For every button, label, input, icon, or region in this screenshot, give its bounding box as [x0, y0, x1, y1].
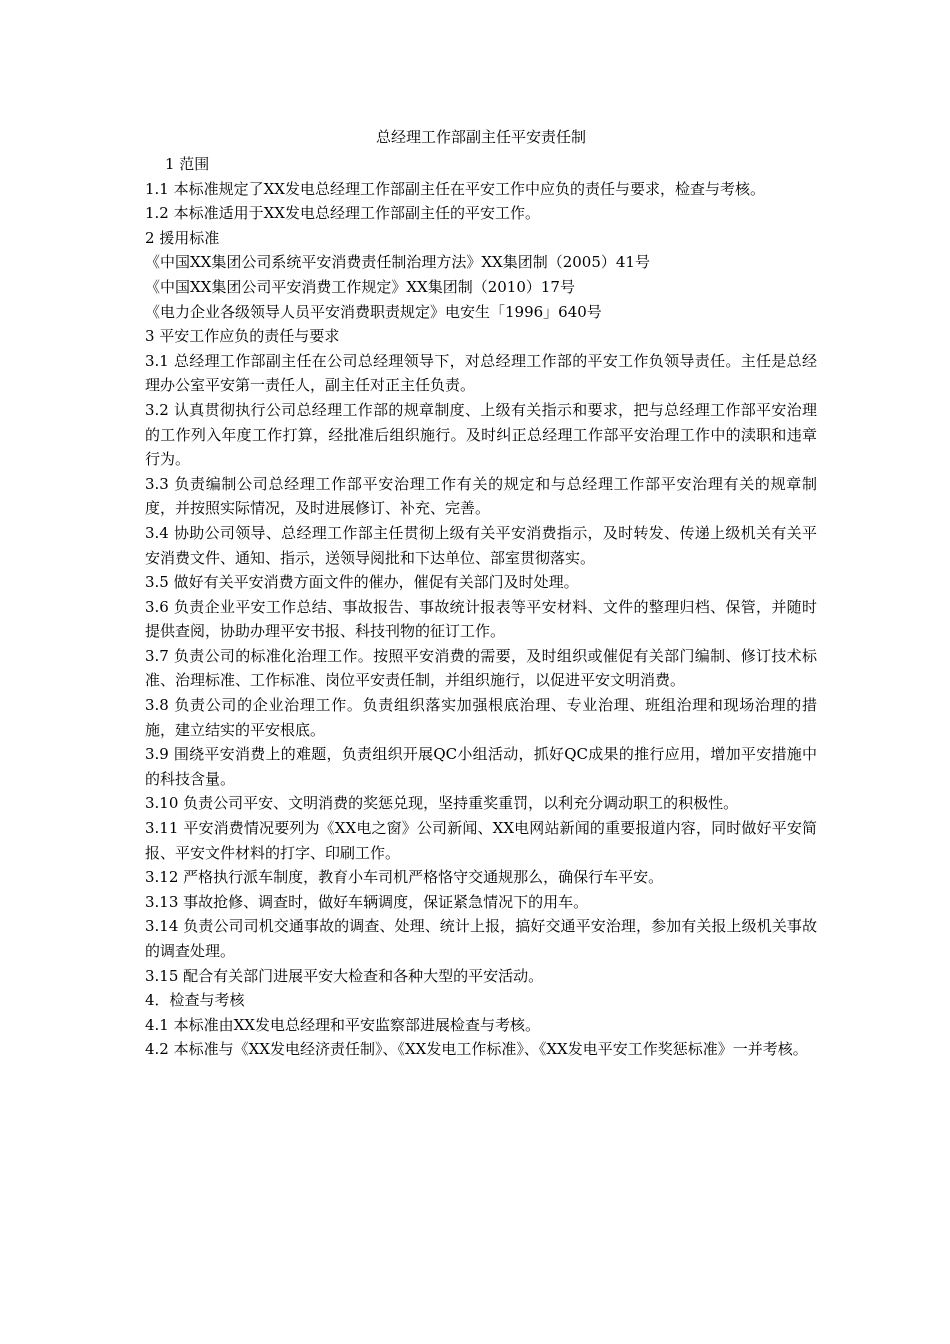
paragraph-3-5: 3.5 做好有关平安消费方面文件的催办，催促有关部门及时处理。: [145, 573, 579, 592]
document-page: [145, 122, 817, 1062]
paragraph-3-6: 3.6 负责企业平安工作总结、事故报告、事故统计报表等平安材料、文件的整理归档、保管，并随时提供查阅，协助办理平安书报、科技刊物的征订工作。: [145, 597, 817, 641]
paragraph-3-1: 3.1 总经理工作部副主任在公司总经理领导下，对总经理工作部的平安工作负领导责任。主任是总经理办公室平安第一责任人，副主任对正主任负责。: [145, 351, 817, 395]
section-heading-references: 2 援用标准: [145, 228, 220, 247]
reference-item-1: 《中国XX集团公司系统平安消费责任制治理方法》XX集团制（2005）41号: [145, 253, 650, 272]
section-heading-scope: 1 范围: [165, 155, 210, 173]
paragraph-3-11: 3.11 平安消费情况要列为《XX电之窗》公司新闻、XX电网站新闻的重要报道内容，同时做好平安简报、平安文件材料的打字、印刷工作。: [145, 819, 817, 862]
paragraph-3-13: 3.13 事故抢修、调查时，做好车辆调度，保证紧急情况下的用车。: [145, 892, 589, 911]
section-heading-responsibilities: 3 平安工作应负的责任与要求: [145, 327, 340, 346]
paragraph-1-2: 1.2 本标准适用于XX发电总经理工作部副主任的平安工作。: [145, 204, 540, 223]
paragraph-3-3: 3.3 负责编制公司总经理工作部平安治理工作有关的规定和与总经理工作部平安治理有关的规章制度，并按照实际情况，及时进展修订、补充、完善。: [145, 474, 817, 518]
paragraph-4-2: 4.2 本标准与《XX发电经济责任制》、《XX发电工作标准》、《XX发电平安工作奖惩标准》一并考核。: [145, 1040, 808, 1059]
paragraph-3-9: 3.9 围绕平安消费上的难题，负责组织开展QC小组活动，抓好QC成果的推行应用，增加平安措施中的科技含量。: [145, 745, 817, 788]
paragraph-3-10: 3.10 负责公司平安、文明消费的奖惩兑现，坚持重奖重罚，以利充分调动职工的积极性。: [145, 794, 739, 813]
paragraph-3-4: 3.4 协助公司领导、总经理工作部主任贯彻上级有关平安消费指示，及时转发、传递上级机关有关平安消费文件、通知、指示，送领导阅批和下达单位、部室贯彻落实。: [145, 523, 817, 567]
document-title: 总经理工作部副主任平安责任制: [375, 128, 586, 146]
paragraph-1-1: 1.1 本标准规定了XX发电总经理工作部副主任在平安工作中应负的责任与要求，检查与考核。: [145, 179, 765, 198]
paragraph-3-14: 3.14 负责公司司机交通事故的调查、处理、统计上报，搞好交通平安治理，参加有关报上级机关事故的调查处理。: [145, 917, 817, 960]
section-heading-inspection: 4．检查与考核: [145, 991, 245, 1010]
paragraph-4-1: 4.1 本标准由XX发电总经理和平安监察部进展检查与考核。: [145, 1015, 540, 1034]
paragraph-3-15: 3.15 配合有关部门进展平安大检查和各种大型的平安活动。: [145, 966, 544, 985]
paragraph-3-8: 3.8 负责公司的企业治理工作。负责组织落实加强根底治理、专业治理、班组治理和现场治理的措施，建立结实的平安根底。: [145, 696, 817, 739]
reference-item-3: 《电力企业各级领导人员平安消费职责规定》电安生「1996」640号: [145, 302, 602, 321]
paragraph-3-2: 3.2 认真贯彻执行公司总经理工作部的规章制度、上级有关指示和要求，把与总经理工作部平安治理的工作列入年度工作打算，经批准后组织施行。及时纠正总经理工作部平安治理工作中的渎职和违章行为。: [145, 400, 817, 469]
paragraph-3-12: 3.12 严格执行派车制度，教育小车司机严格恪守交通规那么，确保行车平安。: [145, 868, 664, 887]
paragraph-3-7: 3.7 负责公司的标准化治理工作。按照平安消费的需要，及时组织或催促有关部门编制、修订技术标准、治理标准、工作标准、岗位平安责任制，并组织施行，以促进平安文明消费。: [145, 646, 817, 690]
reference-item-2: 《中国XX集团公司平安消费工作规定》XX集团制（2010）17号: [145, 277, 575, 296]
